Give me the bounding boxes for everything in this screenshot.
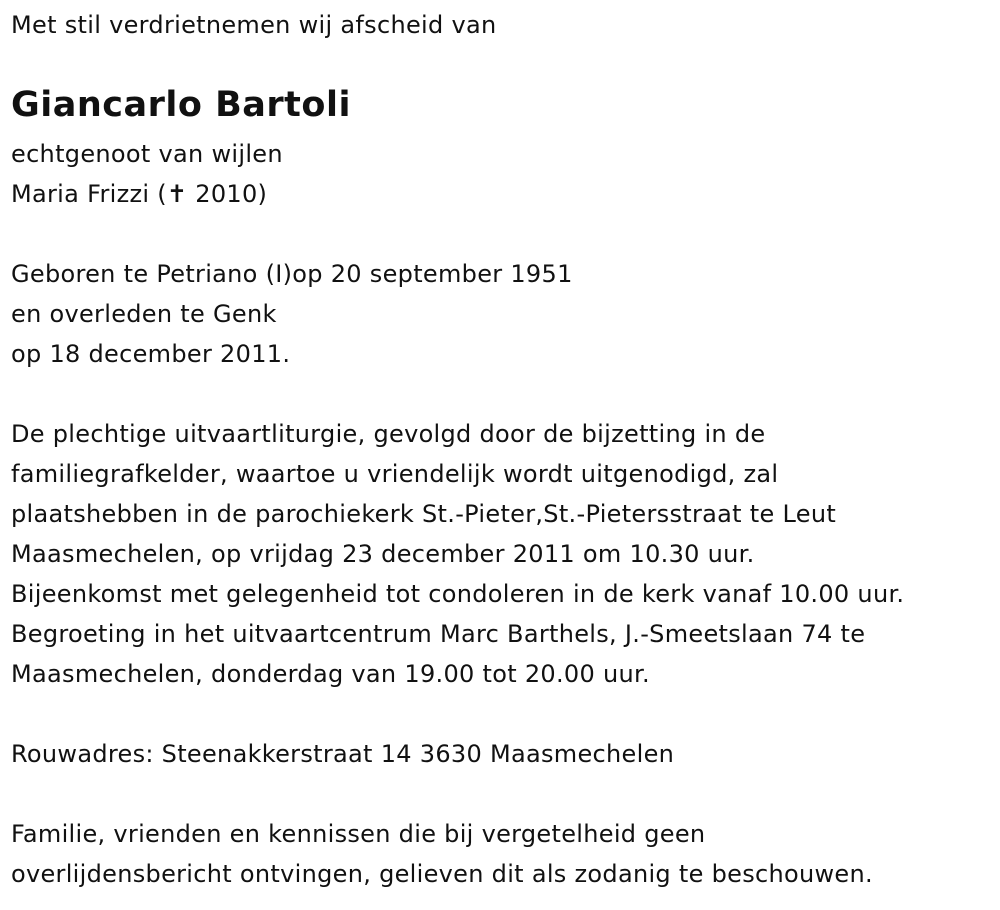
birth-death-line: Geboren te Petriano (I)op 20 september 1951 [11,260,573,288]
birth-death-block [11,254,573,374]
funeral-line: plaatshebben in de parochiekerk St.-Pieter,St.-Pietersstraat te Leut [11,500,837,528]
funeral-line: De plechtige uitvaartliturgie, gevolgd door de bijzetting in de [11,420,766,448]
funeral-line: Maasmechelen, donderdag van 19.00 tot 20.00 uur. [11,660,650,688]
family-line: Familie, vrienden en kennissen die bij vergetelheid geen [11,820,706,848]
funeral-line: familiegrafkelder, waartoe u vriendelijk wordt uitgenodigd, zal [11,460,779,488]
mourning-address: Rouwadres: Steenakkerstraat 14 3630 Maasmechelen [11,740,675,768]
birth-death-line: op 18 december 2011. [11,340,291,368]
spouse-block [11,134,283,214]
spouse-line: Maria Frizzi (✝ 2010) [11,180,268,208]
funeral-line: Begroeting in het uitvaartcentrum Marc Barthels, J.-Smeetslaan 74 te [11,620,866,648]
intro-text: Met stil verdrietnemen wij afscheid van [11,11,497,39]
address-block [11,734,674,774]
funeral-line: Bijeenkomst met gelegenheid tot condoleren in de kerk vanaf 10.00 uur. [11,580,905,608]
birth-death-line: en overleden te Genk [11,300,277,328]
family-block [11,814,873,894]
funeral-block [11,414,904,694]
funeral-line: Maasmechelen, op vrijdag 23 december 2011 om 10.30 uur. [11,540,755,568]
deceased-name: Giancarlo Bartoli [11,85,351,125]
family-line: overlijdensbericht ontvingen, gelieven dit als zodanig te beschouwen. [11,860,873,888]
spouse-line: echtgenoot van wijlen [11,140,283,168]
